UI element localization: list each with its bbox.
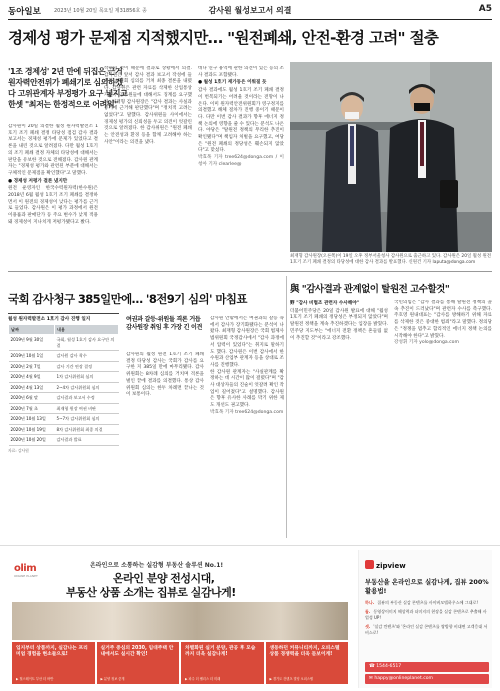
ad-feature-boxes — [12, 642, 348, 684]
table-row — [9, 372, 119, 383]
story1-col3-text: 데나 연구 용역에 관한 의견이 있는 등의 조사 결과도 포함됐다. — [198, 66, 284, 78]
mail-icon: ✉ — [369, 676, 375, 681]
table-cell: 2019년 9월 30일 — [9, 335, 55, 351]
ad-tagline: 온라인으로 소통하는 실감형 부동산 솔루션 No.1! — [90, 562, 224, 569]
table-row — [9, 335, 119, 351]
table-row — [9, 393, 119, 404]
zipview-ad[interactable] — [358, 550, 492, 688]
column-divider — [286, 276, 287, 538]
table-row — [9, 361, 119, 372]
table-row — [9, 435, 119, 446]
zipview-logo-icon — [365, 560, 374, 569]
table-cell: 국회, 월성 1호기 감사 요구안 의결 — [55, 335, 119, 351]
timeline-table — [8, 313, 119, 454]
table-cell: 감사결과 발표 — [55, 435, 119, 446]
table-cell: 2~4차 감사위원회 심의 — [55, 382, 119, 393]
ad-feature-sub: ▶ 파주 더 팰리스 더 미래 — [185, 677, 221, 681]
section-divider — [8, 271, 492, 272]
list-item — [365, 624, 489, 636]
ad-feature-sub: ▶ 힐스테이트 부산 더 바반 — [16, 677, 54, 681]
zipview-benefit-list — [365, 600, 489, 639]
table-cell: 감사원 감사 착수 — [55, 351, 119, 362]
table-source: 자료: 감사원 — [8, 447, 29, 453]
zipview-headline: 부동산을 온라인으로 실감나게, 집뷰 200% 활용법! — [365, 578, 489, 595]
email-contact-button[interactable] — [365, 674, 489, 684]
table-cell: 최재형 원장 여권 비판 — [55, 403, 119, 414]
story3-col2-text: 국민의힘은 "감사 결과를 통해 탈원전 정책의 졸속 추진이 드러났다"며 관련자 수사를 촉구했다. 주호영 원내대표는 "감사를 방해하기 위해 자료를 삭제한 것은 중대한 범죄"라고 말했다. 정의당은 "정쟁을 멈추고 합리적인 에너지 정책 논의를 시작해야 한다"고 밝혔다. — [394, 300, 492, 339]
newspaper-logo: 동아일보 — [8, 7, 41, 17]
story1-col3b-text: 감사 결과에도 월성 1호기 조기 폐쇄 결정이 번복되기는 어려울 것이라는 전망이 나온다. 이미 원자력안전위원회가 영구정지를 의결했고 해체 절차가 진행 중이기 때문이다. 다만 이번 감사 결과가 향후 에너지 정책 논의에 영향을 줄 수 있다는 분석도 나온다. 야당은 "탈원전 정책의 무리한 추진이 확인됐다"며 책임자 처벌을 요구했고, 여당은 "원전 폐쇄의 정당성은 훼손되지 않았다"고 맞섰다. — [198, 88, 284, 154]
ad-feature-title: 차별화된 실거 분양, 관공 후 모습까지 더욱 실감나게! — [185, 646, 256, 658]
story2-column-2 — [210, 316, 284, 538]
ad-feature-box[interactable] — [181, 642, 264, 684]
table-row — [9, 351, 119, 362]
page-number: A5 — [478, 4, 492, 14]
olim-ad[interactable] — [8, 550, 352, 688]
story2-col3-text: 한 감사원 관계자는 "사실관계를 확정하는 데 시간이 많이 걸렸다"며 "감사 대상자들의 진술이 엇갈려 확인 작업이 길어졌다"고 설명했다. 감사원은 향후 유사한 사례를 막기 위한 제도 개선도 권고했다. — [210, 369, 284, 409]
email-address: happy@onlineplanet.com — [374, 676, 434, 681]
news-photo — [290, 62, 492, 252]
story2-column-1 — [126, 352, 204, 538]
story2-headline: 국회 감사청구 385일만에… '8전9기 심의' 마침표 — [8, 292, 247, 306]
table-cell: 2020년 4월 13일 — [9, 382, 55, 393]
story2-byline: 박효목 기자 tree624@donga.com — [210, 409, 284, 415]
header-rule — [8, 19, 492, 20]
table-row — [9, 403, 119, 414]
story1-column-2 — [104, 66, 192, 266]
list-text: 동영상이미지 해상력과 더미지의 현장을 실감 콘텐츠로 추출해 사업성 UP! — [365, 609, 487, 620]
list-text: 집뷰의 부동산 실감 콘텐츠를 사이버모델하우스에 그대로! — [377, 600, 478, 605]
ad-feature-sub: ▶ 분양 정보 중개 — [100, 677, 125, 681]
zipview-logo — [365, 560, 406, 570]
table-cell: 8차 감사위원회 최종 의결 — [55, 424, 119, 435]
table-row — [9, 414, 119, 425]
story3-col1-text: 더불어민주당은 20일 감사원 발표에 대해 "월성 1호기 조기 폐쇄의 정당성은 부정되지 않았다"며 탈원전 정책을 계속 추진하겠다는 입장을 밝혔다. 민주당 지도부는 "에너지 전환 정책은 흔들림 없이 추진할 것"이라고 강조했다. — [290, 308, 388, 341]
story1-byline: 박효목 기자 tree624@donga.com / 이청아 기자 clearlee@ — [198, 155, 284, 167]
story1-col1-text: 감사원이 20일 의결한 월성 원자력발전소 1호기 조기 폐쇄 결정 타당성 점검 감사 결과 보고서는 경제성 평가에 문제가 있었다고 결론을 내린 것으로 알려졌다. 다만 월성 1호기의 조기 폐쇄 결정 자체의 타당성에 대해서는 판단을 유보한 것으로 전해졌다. 감사원 관계자는 "경제성 평가와 관련된 부분에 대해서는 구체적인 문제점을 확인했다"고 말했다. — [8, 124, 98, 176]
olim-logo-text: olim — [14, 563, 37, 574]
olim-logo-sub: ONLINE PLANET — [14, 574, 38, 578]
ad-feature-sub: ▶ 경기도 컨텐츠 빌딩 오피스텔 — [269, 677, 313, 681]
list-number: 하나. — [365, 600, 375, 605]
timeline-grid — [8, 324, 119, 446]
table-cell: 2020년 10월 20일 — [9, 435, 55, 446]
table-cell: 2020년 2월 7일 — [9, 361, 55, 372]
table-cell: 2020년 4월 9일 — [9, 372, 55, 383]
story3-byline: 강성휘 기자 yolo@donga.com — [394, 340, 459, 346]
timeline-header-content: 내용 — [55, 325, 119, 335]
ad-headline-1: 온라인 분양 전성시대, — [113, 572, 215, 585]
ad-headline-2: 부동산 상품 소개는 집뷰로 실감나게! — [66, 586, 236, 599]
story1-subhead-1: ● 경제성 저평가 결론 냈지만 — [8, 178, 68, 184]
phone-contact-button[interactable] — [365, 662, 489, 672]
issue-date: 2023년 10월 20일 목요일 제31856호 종 — [54, 8, 147, 14]
list-item — [365, 609, 489, 621]
ad-feature-box[interactable] — [97, 642, 180, 684]
ad-feature-box[interactable] — [266, 642, 349, 684]
table-row — [9, 382, 119, 393]
story1-column-3 — [198, 66, 284, 266]
zipview-logo-text: zipview — [376, 562, 406, 570]
story3-headline: 與 "감사결과 관계없이 탈원전 고수할것" — [290, 284, 450, 295]
photo-illustration — [290, 62, 492, 252]
timeline-header-date: 날짜 — [9, 325, 55, 335]
advertisement — [0, 545, 500, 691]
story3-subhead: 野 "감사 비협조 관련자 수사해야" — [290, 301, 360, 306]
photo-caption: 최재형 감사원장(오른쪽)이 19일 오후 정부서울청사 감사원으로 출근하고 있다. 감사원은 20일 월성 원전 1호기 조기 폐쇄 결정의 타당성에 대한 감사 결과를 발표했다. 신원건 기자 laputa@donga.com — [290, 254, 492, 265]
story2-col1-text: 감사원의 월성 원전 1호기 조기 폐쇄 결정 타당성 감사는 국회가 감사를 요구한 지 385일 만에 마무리됐다. 감사위원회는 8차례 심의를 거치며 격론을 벌인 끝에 결과를 의결했다. 통상 감사위원회 심의는 한두 차례면 끝나는 것이 보통이다. — [126, 352, 204, 398]
table-cell: 2020년 10월 19일 — [9, 424, 55, 435]
section-title: 감사원 월성보고서 의결 — [208, 6, 292, 15]
table-cell: 2020년 6월 말 — [9, 393, 55, 404]
table-cell: 5~7차 감사위원회 심의 — [55, 414, 119, 425]
story1-col2-text: 착수된 것이 때문에 결과로 상황에서 의결. 감사원은 앞서 감사 결과 보고서 작성에 들어가 위원회 심의를 거쳐 최종 결론을 내렸다. 감사원은 관련 자료를 삭제한 산업통상자원부 공무원들에 대해서도 징계를 요구했다. 최재형 감사원장은 "감사 결과는 사실과 증거에 근거해 판단했다"며 "정치적 고려는 없었다"고 말했다. 감사위원들 사이에서는 경제성 평가의 신뢰성을 두고 의견이 엇갈린 것으로 알려졌다. 한 감사위원은 "원전 폐쇄는 안전성과 환경 등을 함께 고려해야 하는 사안"이라는 의견을 냈다. — [104, 66, 192, 145]
phone-icon: ☎ — [369, 664, 377, 669]
table-cell: 감사결과 보고서 수정 — [55, 393, 119, 404]
table-cell: 2020년 7월 초 — [9, 403, 55, 414]
story1-col1b-text: 원전 운영자인 한국수력원자력(한수원)은 2018년 6월 월성 1호기 조기 폐쇄를 결정하면서 이 원전의 경제성이 낮다는 평가를 근거로 들었다. 감사원은 이 평가 과정에서 원전 이용률과 판매단가 등 주요 변수가 낮게 적용돼 경제성이 지나치게 저평가됐다고 봤다. — [8, 186, 98, 225]
list-item — [365, 600, 489, 606]
table-cell: 2020년 10월 13일 — [9, 414, 55, 425]
story3-column-1 — [290, 300, 388, 538]
story1-subhead-2: ● 월성 1호기 재가동은 이뤄질 듯 — [198, 80, 267, 86]
phone-number: 1544-6517 — [376, 664, 402, 669]
masthead — [8, 4, 492, 18]
ad-feature-title: 입지부터 상품까지, 실감나는 프리미엄 경험을 현소들으로! — [16, 646, 88, 658]
ad-feature-box[interactable] — [12, 642, 95, 684]
table-cell: 2019년 10월 1일 — [9, 351, 55, 362]
list-text: '실감 컨텐츠'와 '온라인 실감 콘텐츠를 쌍방향 비대면 고객응대 서비스로! — [365, 624, 488, 635]
timeline-table-title: 월성 원자력발전소 1호기 감사 진행 일지 — [8, 317, 91, 322]
story2-deck: 여권과 갈등·위원들 격론 거듭 감사원장 취임 후 가장 긴 이견 — [126, 316, 203, 331]
story1-column-1 — [8, 124, 98, 266]
table-cell: 감사 기간 연장 결정 — [55, 361, 119, 372]
ad-showroom-image — [12, 602, 348, 640]
ad-feature-title: 실거주 중심의 2030, 임대주택 안내에서도 실시간 확인! — [100, 646, 174, 658]
story1-deck-text: '1조 경제성' 2년 만에 뒤집은 근거 원자력안전위가 폐쇄기로 심의하겠다 고위관계자 부정평가 요구 넣지고 한셋 "최저는 한정적으로 어려워" — [8, 67, 128, 109]
table-row — [9, 424, 119, 435]
story3-column-2 — [394, 300, 492, 538]
ad-feature-title: 생동하던 커뮤니티까지, 오피스텔 상품 경쟁력을 더욱 돋보이게! — [269, 646, 340, 658]
table-cell: 1차 감사위원회 심의 — [55, 372, 119, 383]
story2-col2-text: 감사원 안팎에서는 여권과의 갈등 속에서 감사가 장기화됐다는 분석이 나왔다. 최재형 감사원장은 국회 법제사법위원회 국정감사에서 "감사 과정에서 압력이 있었다"는 취지로 말하기도 했다. 감사원은 이번 감사에서 한수원과 산업부 관계자 등을 상대로 조사를 진행했다. — [210, 316, 284, 368]
main-headline: 경제성 평가 문제점 지적했지만… "원전폐쇄, 안전-환경 고려" 절충 — [8, 29, 439, 47]
list-number: 셋. — [365, 624, 371, 629]
olim-logo — [14, 563, 38, 578]
list-number: 둘. — [365, 609, 371, 614]
